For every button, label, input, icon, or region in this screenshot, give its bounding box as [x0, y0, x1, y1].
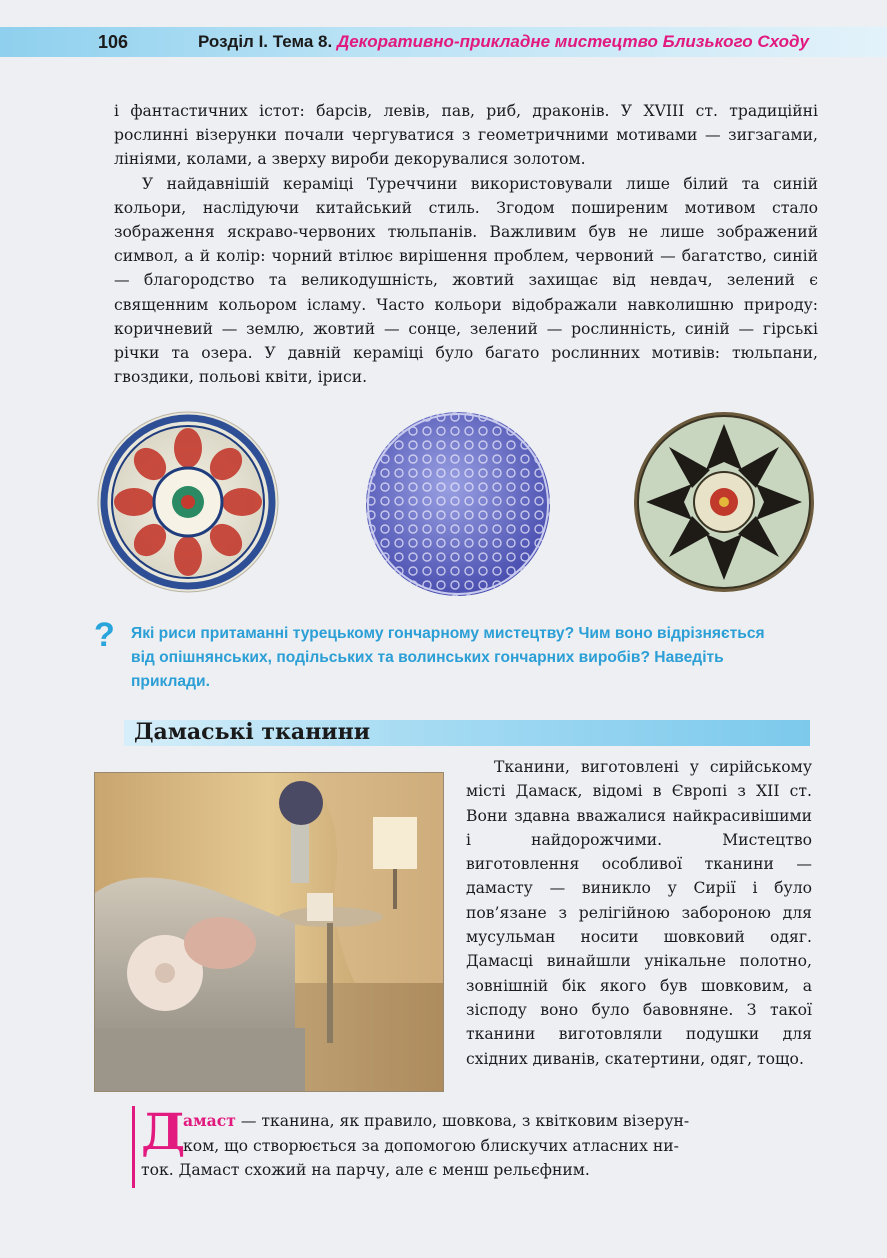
definition-initial: Д: [141, 1102, 186, 1161]
definition-line-2: ком, що створюється за допомогою блискучих атласних ни-: [183, 1136, 679, 1155]
question-text: Які риси притаманні турецькому гончарному мистецтву? Чим воно відрізняється від опішнянських, подільських та волинських гончарних виробів? Наведіть приклади.: [131, 625, 765, 690]
page-number: 106: [98, 32, 129, 52]
question-icon: ?: [94, 616, 115, 654]
definition-line-3: ток. Дамаст схожий на парчу, але є менш рельєфним.: [141, 1161, 590, 1179]
plate-image-3: [632, 410, 816, 594]
section-text: Тканини, виготовлені у сирійському місті Дамаск, відомі в Європі з XII ст. Вони здавна вважалися найкрасивішими і найдорожчими. Мистецтво виготовлення особливої тканини — дамасту — виникло у Сирії і було пов’язане з релігійною забороною для мусульман носити шовковий одяг. Дамасці винайшли унікальне полотно, зовнішній бік якого був шовковим, а зісподу воно було бавовняне. З такої тканини виготовляли подушки для східних диванів, скатертини, одяг, тощо.: [466, 758, 812, 1068]
plate-image-1: [96, 410, 280, 594]
chapter-label: Розділ І. Тема 8.: [198, 32, 333, 51]
section-heading: Дамаські тканини: [134, 719, 371, 745]
plate-image-2: [364, 410, 552, 598]
interior-photo: [94, 772, 444, 1092]
paragraph-2: У найдавнішій кераміці Туреччини використовували лише білий та синій кольори, наслідуючи китайський стиль. Згодом поширеним мотивом стало зображення яскраво-червоних тюльпанів. Важливим був не лише зображений символ, а й колір: чорний втілює вирішення проблем, червоний — багатство, синій — благородство та великодушність, жовтий захищає від невдач, зелений є священним кольором ісламу. Часто кольори відображали навколишню природу: коричневий — землю, жовтий — сонце, зелений — рослинність, синій — гірські річки та озера. У давній кераміці було багато рослинних мотивів: тюльпани, гвоздики, польові квіти, іриси.: [114, 174, 818, 387]
ceramic-plates: [96, 410, 816, 600]
topic-title: Декоративно-прикладне мистецтво Близького Сходу: [336, 32, 809, 51]
body-text: [114, 99, 818, 389]
definition-rule: [132, 1106, 135, 1188]
definition-line-1: — тканина, як правило, шовкова, з квітковим візерун-: [235, 1112, 690, 1130]
paragraph-1: і фантастичних істот: барсів, левів, пав, риб, драконів. У XVIII ст. традиційні рослинні візерунки почали чергуватися з геометричними мотивами — зигзагами, лініями, колами, а зверху вироби декорувалися золотом.: [114, 102, 818, 169]
definition-text: [141, 1109, 805, 1183]
definition-term: амаст: [183, 1111, 236, 1130]
breadcrumb: [198, 32, 809, 52]
